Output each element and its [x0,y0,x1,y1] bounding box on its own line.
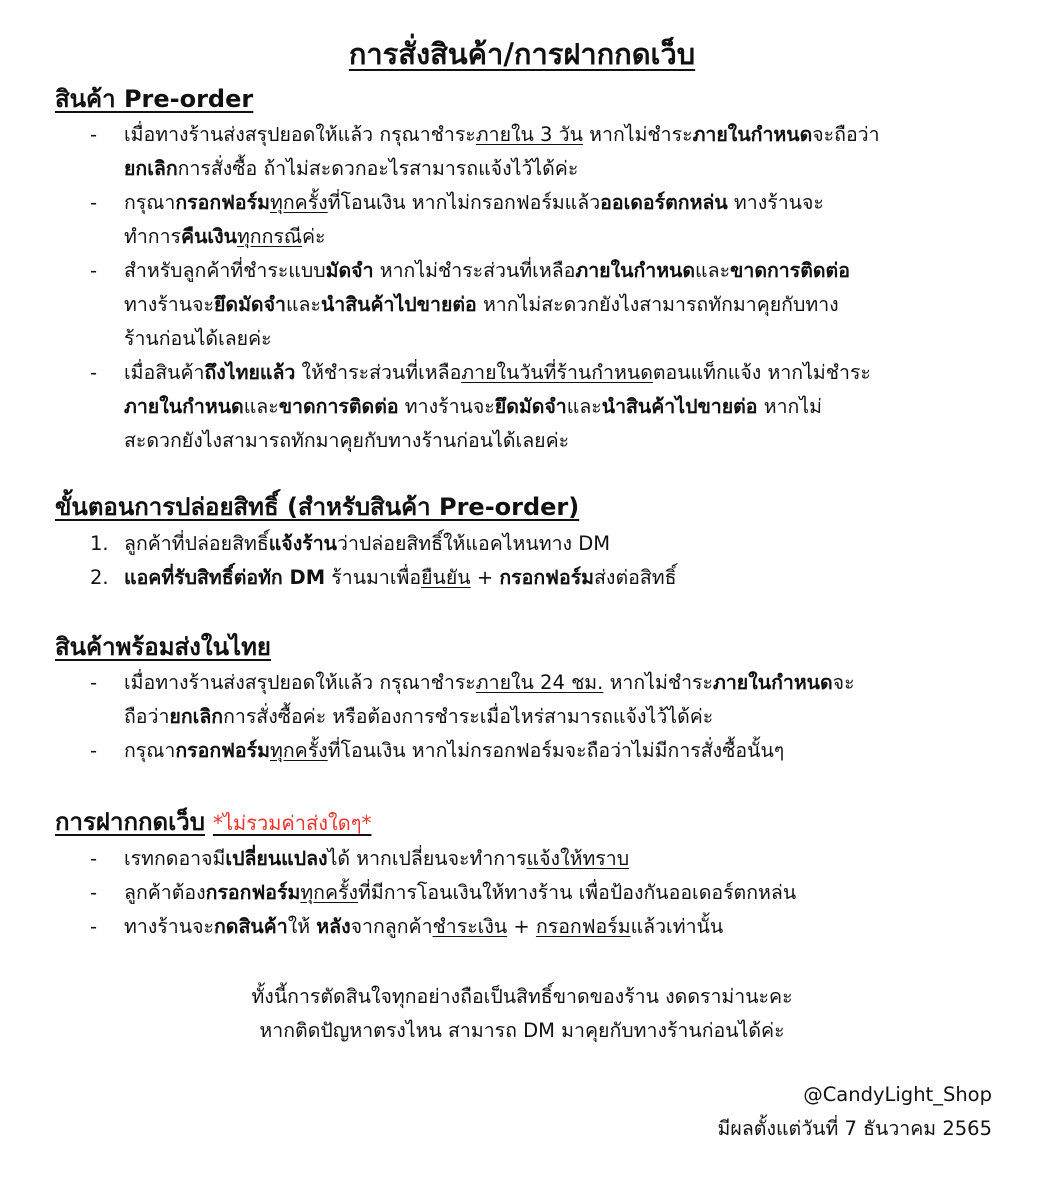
list-item: 1. ลูกค้าที่ปล่อยสิทธิ์แจ้งร้านว่าปล่อยสิทธิ์ให้แอคไหนทาง DM [0,527,1044,561]
section-heading-release: ขั้นตอนการปล่อยสิทธิ์ (สำหรับสินค้า Pre-order) [55,493,580,521]
shipping-note: *ไม่รวมค่าส่งใดๆ* [213,811,372,835]
shop-handle: @CandyLight_Shop [803,1083,992,1106]
bullet-marker: - [90,123,98,146]
list-item: - เรทกดอาจมีเปลี่ยนแปลงได้ หากเปลี่ยนจะทำการแจ้งให้ทราบ [0,842,1044,876]
bullet-marker: - [90,847,98,870]
list-item: - เมื่อทางร้านส่งสรุปยอดให้แล้ว กรุณาชำระภายใน 3 วัน หากไม่ชำระภายในกำหนดจะถือว่า ยกเลิกการสั่งซื้อ ถ้าไม่สะดวกอะไรสามารถแจ้งไว้ได้ค่ะ [0,118,1044,186]
section-heading-preorder: สินค้า Pre-order [55,85,254,113]
web-list [0,842,1044,944]
section-heading-web-label: การฝากกดเว็บ [55,808,205,836]
preorder-list [0,118,1044,458]
list-item: - ทางร้านจะกดสินค้าให้ หลังจากลูกค้าชำระเงิน + กรอกฟอร์มแล้วเท่านั้น [0,910,1044,944]
list-item: - กรุณากรอกฟอร์มทุกครั้งที่โอนเงิน หากไม่กรอกฟอร์มจะถือว่าไม่มีการสั่งซื้อนั้นๆ [0,734,1044,768]
effective-date: มีผลตั้งแต่วันที่ 7 ธันวาคม 2565 [717,1117,992,1140]
list-item: - ลูกค้าต้องกรอกฟอร์มทุกครั้งที่มีการโอนเงินให้ทางร้าน เพื่อป้องกันออเดอร์ตกหล่น [0,876,1044,910]
signature-block [718,1078,992,1146]
section-heading-instock: สินค้าพร้อมส่งในไทย [55,633,271,661]
bullet-marker: - [90,191,98,214]
instock-list [0,666,1044,768]
bullet-marker: - [90,361,98,384]
number-marker: 1. [90,532,109,555]
list-item: - เมื่อสินค้าถึงไทยแล้ว ให้ชำระส่วนที่เหลือภายในวันที่ร้านกำหนดตอนแท็กแจ้ง หากไม่ชำระ ภายในกำหนดและขาดการติดต่อ ทางร้านจะยึดมัดจำและนำสินค้าไปขายต่อ หากไม่ สะดวกยังไงสามารถทักมาคุยกับทางร้านก่อนได้เลยค่ะ [0,356,1044,458]
bullet-marker: - [90,881,98,904]
list-item: - กรุณากรอกฟอร์มทุกครั้งที่โอนเงิน หากไม่กรอกฟอร์มแล้วออเดอร์ตกหล่น ทางร้านจะ ทำการคืนเงินทุกกรณีค่ะ [0,186,1044,254]
closing-line: ทั้งนี้การตัดสินใจทุกอย่างถือเป็นสิทธิ์ขาดของร้าน งดดราม่านะคะ [251,985,793,1008]
number-marker: 2. [90,566,109,589]
bullet-marker: - [90,739,98,762]
list-item: - เมื่อทางร้านส่งสรุปยอดให้แล้ว กรุณาชำระภายใน 24 ชม. หากไม่ชำระภายในกำหนดจะ ถือว่ายกเลิกการสั่งซื้อค่ะ หรือต้องการชำระเมื่อไหร่สามารถแจ้งไว้ได้ค่ะ [0,666,1044,734]
bullet-marker: - [90,915,98,938]
list-item: 2. แอคที่รับสิทธิ์ต่อทัก DM ร้านมาเพื่อยืนยัน + กรอกฟอร์มส่งต่อสิทธิ์ [0,561,1044,595]
bullet-marker: - [90,259,98,282]
release-list [0,527,1044,595]
closing-line: หากติดปัญหาตรงไหน สามารถ DM มาคุยกับทางร้านก่อนได้ค่ะ [259,1019,785,1042]
closing-note [0,980,1044,1048]
bullet-marker: - [90,671,98,694]
list-item: - สำหรับลูกค้าที่ชำระแบบมัดจำ หากไม่ชำระส่วนที่เหลือภายในกำหนดและขาดการติดต่อ ทางร้านจะยึดมัดจำและนำสินค้าไปขายต่อ หากไม่สะดวกยังไงสามารถทักมาคุยกับทาง ร้านก่อนได้เลยค่ะ [0,254,1044,356]
section-heading-web [55,805,371,840]
page-title: การสั่งสินค้า/การฝากกดเว็บ [348,37,696,71]
